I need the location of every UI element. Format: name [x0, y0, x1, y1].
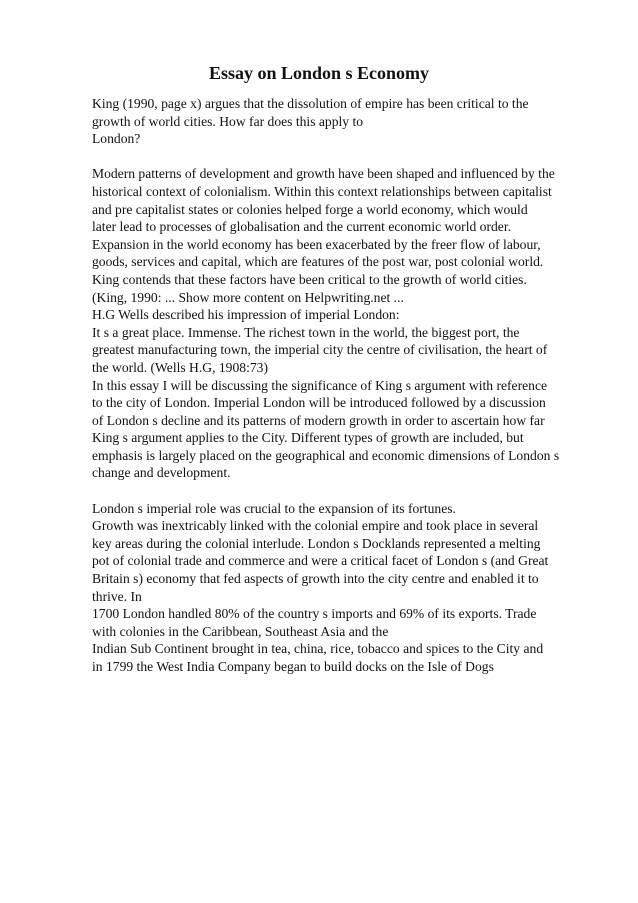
text-line: In this essay I will be discussing the significance of King s argument with reference [92, 377, 548, 393]
text-line: change and development. [92, 465, 231, 481]
paragraph [92, 95, 602, 148]
text-line: King (1990, page x) argues that the dissolution of empire has been critical to the [92, 96, 529, 111]
text-line: Growth was inextricably linked with the colonial empire and took place in several [92, 518, 539, 534]
text-line: London s imperial role was crucial to the expansion of its fortunes. [92, 500, 456, 516]
paragraph-gap [92, 148, 602, 166]
text-line: emphasis is largely placed on the geographical and economic dimensions of London s [92, 447, 560, 463]
text-line: pot of colonial trade and commerce and were a critical facet of London s (and Great [92, 553, 549, 569]
text-line: later lead to processes of globalisation and the current economic world order. [92, 219, 511, 235]
text-line: London? [92, 131, 141, 147]
text-line: historical context of colonialism. Within this context relationships between capitalist [92, 183, 552, 199]
text-line: the world. (Wells H.G, 1908:73) [92, 359, 268, 375]
document-body [92, 95, 602, 676]
text-line: key areas during the colonial interlude. London s Docklands represented a melting [92, 535, 541, 551]
text-line: H.G Wells described his impression of imperial London: [92, 307, 400, 323]
text-line: Indian Sub Continent brought in tea, china, rice, tobacco and spices to the City and [92, 641, 544, 657]
text-line: and pre capitalist states or colonies helped forge a world economy, which would [92, 201, 528, 217]
text-line: growth of world cities. How far does this apply to [92, 113, 364, 129]
text-line: with colonies in the Caribbean, Southeast Asia and the [92, 623, 389, 639]
text-line: King s argument applies to the City. Different types of growth are included, but [92, 430, 524, 446]
text-line: Modern patterns of development and growth have been shaped and influenced by the [92, 166, 555, 182]
document-title: Essay on London s Economy [208, 63, 430, 83]
text-line: greatest manufacturing town, the imperial city the centre of civilisation, the heart of [92, 342, 548, 358]
text-line: It s a great place. Immense. The richest town in the world, the biggest port, the [92, 324, 520, 340]
text-line: 1700 London handled 80% of the country s imports and 69% of its exports. Trade [92, 606, 537, 622]
text-line: Expansion in the world economy has been exacerbated by the freer flow of labour, [92, 236, 541, 252]
text-line: of London s decline and its patterns of modern growth in order to ascertain how far [92, 412, 545, 428]
text-line: Britain s) economy that fed aspects of growth into the city centre and enabled it to [92, 571, 539, 587]
text-line: in 1799 the West India Company began to build docks on the Isle of Dogs [92, 659, 494, 674]
paragraph [92, 500, 602, 676]
text-line: King contends that these factors have been critical to the growth of world cities. [92, 271, 527, 287]
paragraph-gap [92, 482, 602, 500]
text-line: (King, 1990: ... Show more content on Helpwriting.net ... [92, 289, 404, 305]
text-line: thrive. In [92, 588, 142, 604]
text-line: to the city of London. Imperial London will be introduced followed by a discussion [92, 395, 546, 411]
paragraph [92, 165, 602, 482]
text-line: goods, services and capital, which are features of the post war, post colonial world. [92, 254, 544, 270]
